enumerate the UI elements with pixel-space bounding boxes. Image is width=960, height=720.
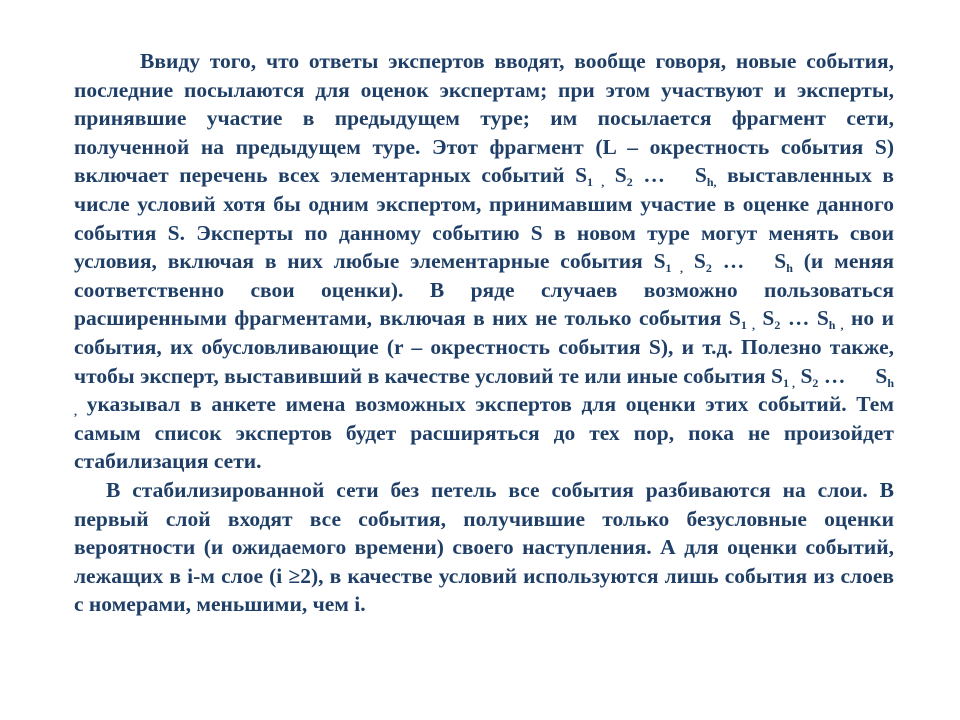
text-segment: указывал в анкете имена возможных экспертов для оценки этих событий. Тем самым список экспертов будет расширяться до тех пор, пока не произойдет стабилизация сети. [74, 392, 894, 474]
ellipsis: … [632, 163, 665, 188]
event-symbol: S [683, 249, 706, 274]
event-subscript: 2 [705, 261, 712, 276]
event-symbol: S [653, 249, 666, 274]
slide-text [74, 47, 894, 619]
event-subscript: 2 [774, 318, 781, 333]
event-symbol: S [694, 163, 707, 188]
event-symbol: S [604, 163, 627, 188]
paragraph-network-layers: В стабилизированной сети без петель все события разбиваются на слои. В первый слой входят все события, получившие только безусловные оценки вероятности (и ожидаемого времени) своего наступления. А для оценки событий, лежащих в i-м слое (i ≥2), в качестве условий используются лишь события из слоев с номерами, меньшими, чем i. [74, 477, 894, 617]
event-symbol: S [774, 249, 787, 274]
event-subscript: h [786, 261, 793, 276]
text-segment: выставленных в числе условий хотя бы одним экспертом, принимавшим участие в оценке данного события S. Эксперты по данному событию S в новом туре могут менять свои условия, включая в них любые элементарные события [74, 163, 895, 274]
ellipsis: … [818, 363, 846, 388]
text-segment: но и события, их обусловливающие (r – окрестность события S), и т.д. Полезно также, чтобы эксперт, выставивший в качестве условий те или иные события [74, 306, 894, 388]
text-segment: Ввиду того, что ответы экспертов вводят, вообще говоря, новые события, последние посылаются для оценок экспертам; при этом участвуют и эксперты, принявшие участие в предыдущем туре; им посылается фрагмент сети, полученной на предыдущем туре. Этот фрагмент (L – окрестность события S) включает перечень всех элементарных событий [74, 49, 894, 188]
event-subscript: 1 , [587, 175, 605, 190]
event-subscript: 1 , [665, 261, 684, 276]
event-symbol: S [728, 306, 741, 331]
event-symbol: S [816, 306, 829, 331]
event-symbol: S [575, 163, 588, 188]
event-symbol: S [754, 306, 775, 331]
event-symbol: S [795, 363, 813, 388]
ellipsis: … [780, 306, 817, 331]
ellipsis: … [711, 249, 745, 274]
event-subscript: 2 [812, 375, 819, 390]
event-subscript: 1 , [740, 318, 755, 333]
event-subscript: 2 [626, 175, 633, 190]
event-symbol: S [875, 363, 888, 388]
event-subscript: 1 , [783, 375, 796, 390]
text-segment: (и меняя соответственно свои оценки). В ряде случаев возможно пользоваться расширенными фрагментами, включая в них не только события [74, 249, 895, 331]
event-subscript: h , [828, 318, 844, 333]
event-subscript: h , [74, 375, 894, 419]
paragraph-expert-rounds [74, 47, 894, 476]
event-symbol: S [771, 363, 783, 388]
event-subscript: h, [706, 175, 717, 190]
